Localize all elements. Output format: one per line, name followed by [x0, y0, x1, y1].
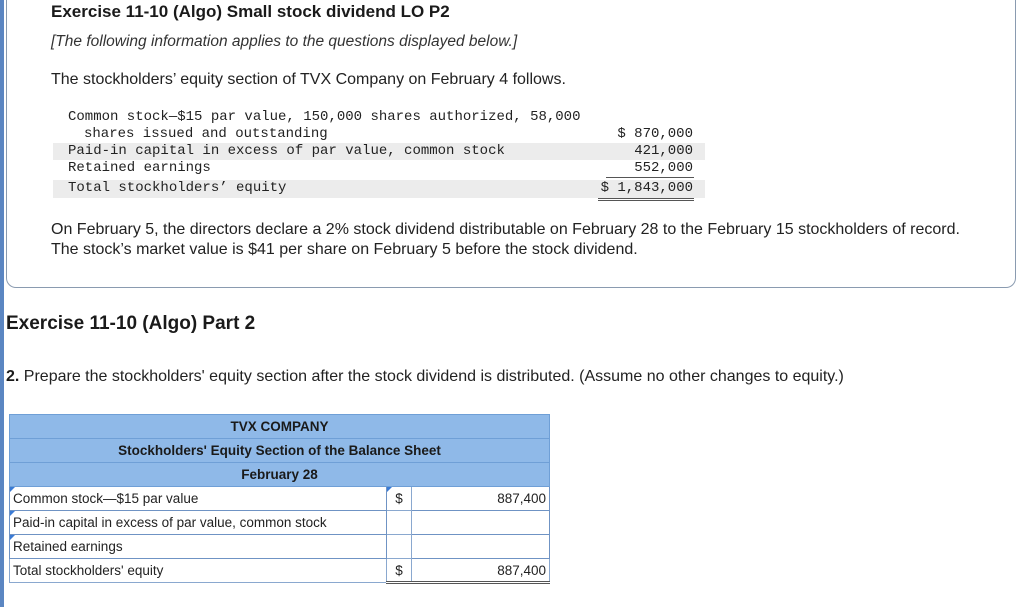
- table-row-total: [10, 559, 550, 583]
- subtotal-rule: [606, 177, 694, 178]
- table-row: [10, 487, 550, 511]
- table-header-date: [10, 463, 550, 487]
- table-header-subtitle: [10, 439, 550, 463]
- amount-input[interactable]: [412, 511, 550, 535]
- total-amount: 887,400: [412, 559, 550, 583]
- statement-title: Stockholders' Equity Section of the Balance Sheet: [10, 439, 550, 463]
- row-label-input[interactable]: Paid-in capital in excess of par value, common stock: [10, 511, 387, 535]
- amount-input[interactable]: [412, 535, 550, 559]
- currency-symbol: [387, 511, 412, 535]
- statement-date: February 28: [10, 463, 550, 487]
- info-note: [The following information applies to the questions displayed below.]: [51, 33, 518, 50]
- common-stock-line2: shares issued and outstanding: [84, 126, 328, 142]
- company-name: TVX COMPANY: [10, 415, 550, 439]
- amount-input[interactable]: 887,400: [412, 487, 550, 511]
- total-value: $ 1,843,000: [600, 180, 693, 196]
- table-header-company: [10, 415, 550, 439]
- row-label-input[interactable]: Retained earnings: [10, 535, 387, 559]
- total-label: Total stockholders’ equity: [68, 180, 287, 196]
- part-title: Exercise 11-10 (Algo) Part 2: [6, 313, 256, 334]
- table-row: [10, 511, 550, 535]
- paid-in-value: 421,000: [634, 143, 693, 159]
- answer-table: [9, 414, 550, 584]
- common-stock-line2-row: [53, 126, 705, 143]
- table-row: [10, 535, 550, 559]
- row-label-input[interactable]: Common stock—$15 par value: [10, 487, 387, 511]
- paid-in-label: Paid-in capital in excess of par value, common stock: [68, 143, 505, 159]
- total-double-rule-top: [598, 198, 694, 199]
- paid-in-row: [53, 143, 705, 160]
- event-description: On February 5, the directors declare a 2% stock dividend distributable on February 28 to the February 15 stockholders of record. The stock’s market value is $41 per share on February 5 before the stock dividend.: [51, 221, 960, 258]
- retained-value: 552,000: [634, 160, 693, 176]
- total-double-rule-bottom: [598, 200, 694, 201]
- intro-text: The stockholders’ equity section of TVX Company on February 4 follows.: [51, 71, 566, 88]
- currency-symbol: [387, 535, 412, 559]
- currency-symbol: $: [387, 559, 412, 583]
- left-accent-bar: [0, 0, 4, 607]
- exercise-title: Exercise 11-10 (Algo) Small stock dividend LO P2: [51, 2, 450, 21]
- currency-symbol: $: [387, 487, 412, 511]
- question-number: 2.: [6, 368, 20, 385]
- total-row: [53, 180, 705, 198]
- total-label: Total stockholders' equity: [10, 559, 387, 583]
- retained-label: Retained earnings: [68, 160, 211, 176]
- question-body: Prepare the stockholders' equity section after the stock dividend is distributed. (Assume no other changes to equity.): [23, 368, 844, 385]
- retained-row: [53, 160, 705, 177]
- common-stock-value: $ 870,000: [617, 126, 693, 142]
- common-stock-line1: Common stock—$15 par value, 150,000 shares authorized, 58,000: [68, 109, 581, 125]
- question-text: [6, 368, 844, 386]
